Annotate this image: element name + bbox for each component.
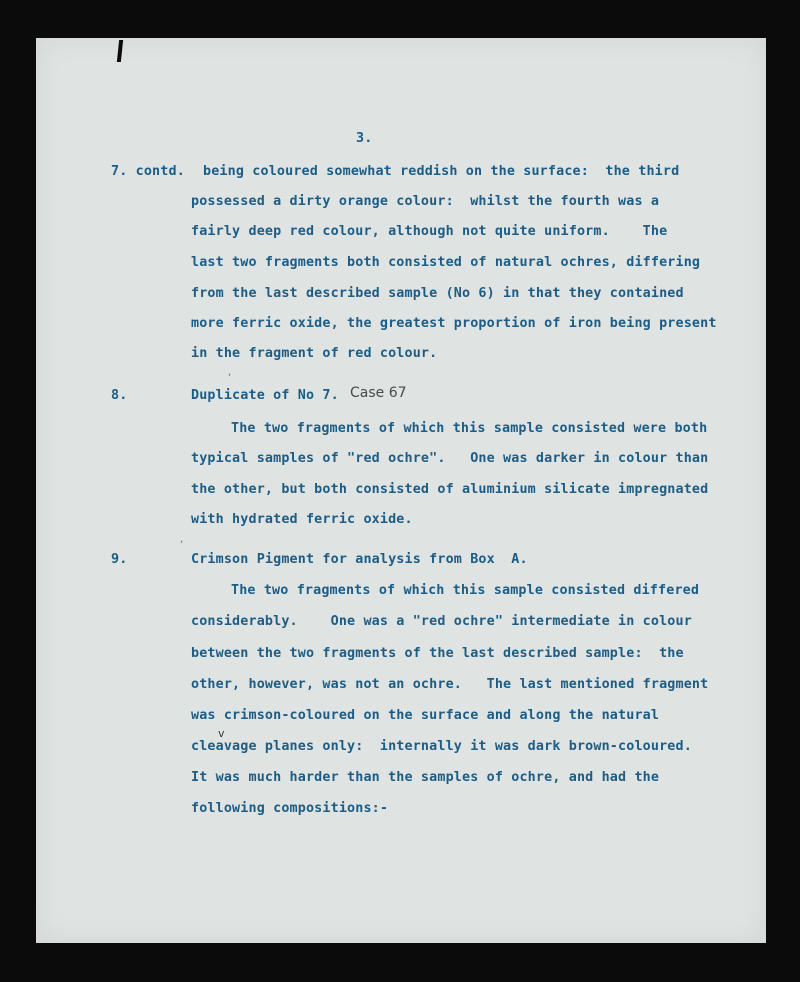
- stray-mark: ,: [228, 367, 232, 378]
- section-7-line: possessed a dirty orange colour: whilst the fourth was a: [191, 194, 660, 209]
- section-8-line: typical samples of "red ochre". One was darker in colour than: [191, 451, 709, 466]
- handwritten-note: Case 67: [350, 385, 407, 401]
- section-9-line: other, however, was not an ochre. The last mentioned fragment: [191, 677, 709, 692]
- section-9-line: cleavage planes only: internally it was dark brown-coloured.: [191, 739, 692, 754]
- page-number: 3.: [356, 131, 373, 146]
- section-7-line: being coloured somewhat reddish on the surface: the third: [203, 164, 680, 179]
- section-9-line: The two fragments of which this sample consisted differed: [231, 583, 700, 598]
- stray-mark: ,: [180, 534, 184, 545]
- section-7-number: 7. contd.: [111, 164, 185, 179]
- handwritten-correction-mark: v: [218, 727, 225, 740]
- section-7-line: in the fragment of red colour.: [191, 346, 438, 361]
- section-8-line: with hydrated ferric oxide.: [191, 512, 413, 527]
- section-7-line: more ferric oxide, the greatest proportion of iron being present: [191, 316, 717, 331]
- section-9-line: was crimson-coloured on the surface and along the natural: [191, 708, 660, 723]
- section-7-line: from the last described sample (No 6) in that they contained: [191, 286, 684, 301]
- section-9-line: considerably. One was a "red ochre" intermediate in colour: [191, 614, 692, 629]
- section-7-line: last two fragments both consisted of natural ochres, differing: [191, 255, 701, 270]
- section-9-line: between the two fragments of the last described sample: the: [191, 646, 684, 661]
- section-8-line: The two fragments of which this sample consisted were both: [231, 421, 708, 436]
- section-9-line: It was much harder than the samples of ochre, and had the: [191, 770, 660, 785]
- section-8-line: the other, but both consisted of aluminium silicate impregnated: [191, 482, 709, 497]
- section-9-number: 9.: [111, 552, 128, 567]
- section-9-line: following compositions:-: [191, 801, 389, 816]
- section-9-heading: Crimson Pigment for analysis from Box A.: [191, 552, 528, 567]
- section-8-heading: Duplicate of No 7.: [191, 388, 339, 403]
- section-8-number: 8.: [111, 388, 128, 403]
- section-7-line: fairly deep red colour, although not quite uniform. The: [191, 224, 668, 239]
